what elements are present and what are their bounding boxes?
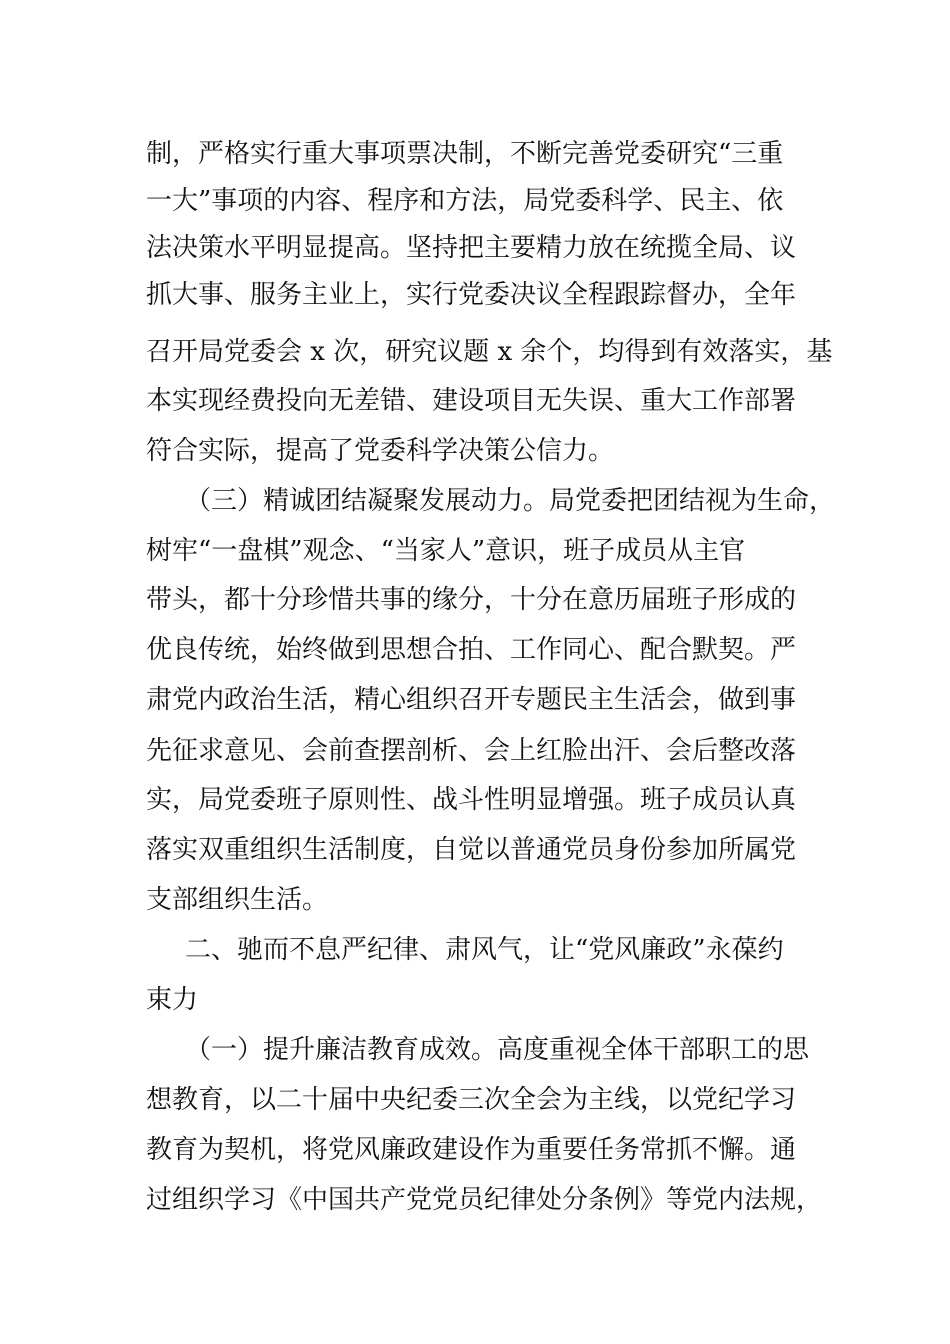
paragraph-line: 优良传统，始终做到思想合拍、工作同心、配合默契。严 — [146, 635, 797, 665]
section-heading-san: （三）精诚团结凝聚发展动力。局党委把团结视为生命， — [185, 486, 836, 516]
paragraph-line: 想教育，以二十届中央纪委三次全会为主线，以党纪学习 — [146, 1085, 797, 1115]
paragraph-line: 肃党内政治生活，精心组织召开专题民主生活会，做到事 — [146, 685, 797, 715]
paragraph-line: 落实双重组织生活制度，自觉以普通党员身份参加所属党 — [146, 835, 797, 865]
paragraph-line: 召开局党委会 x 次，研究议题 x 余个，均得到有效落实，基 — [146, 337, 833, 367]
paragraph-line: 法决策水平明显提高。坚持把主要精力放在统揽全局、议 — [146, 233, 797, 263]
paragraph-line: 符合实际，提高了党委科学决策公信力。 — [146, 436, 615, 466]
section-heading-yi: （一）提升廉洁教育成效。高度重视全体干部职工的思 — [185, 1035, 810, 1065]
paragraph-line: 本实现经费投向无差错、建设项目无失误、重大工作部署 — [146, 386, 797, 416]
paragraph-line: 一大”事项的内容、程序和方法，局党委科学、民主、依 — [146, 186, 784, 216]
paragraph-line: 树牢“一盘棋”观念、“当家人”意识，班子成员从主官 — [146, 536, 746, 566]
paragraph-line: 实，局党委班子原则性、战斗性明显增强。班子成员认真 — [146, 785, 797, 815]
paragraph-line: 过组织学习《中国共产党党员纪律处分条例》等党内法规， — [146, 1185, 823, 1215]
paragraph-line: 抓大事、服务主业上，实行党委决议全程跟踪督办，全年 — [146, 280, 797, 310]
paragraph-line: 带头，都十分珍惜共事的缘分，十分在意历届班子形成的 — [146, 585, 797, 615]
chapter-heading-two: 二、驰而不息严纪律、肃风气，让“党风廉政”永葆约 — [185, 935, 784, 965]
chapter-heading-two-continued: 束力 — [146, 985, 199, 1015]
paragraph-line: 支部组织生活。 — [146, 885, 329, 915]
paragraph-line: 制，严格实行重大事项票决制，不断完善党委研究“三重 — [146, 139, 784, 169]
paragraph-line: 先征求意见、会前查摆剖析、会上红脸出汗、会后整改落 — [146, 736, 797, 766]
paragraph-line: 教育为契机，将党风廉政建设作为重要任务常抓不懈。通 — [146, 1135, 797, 1165]
